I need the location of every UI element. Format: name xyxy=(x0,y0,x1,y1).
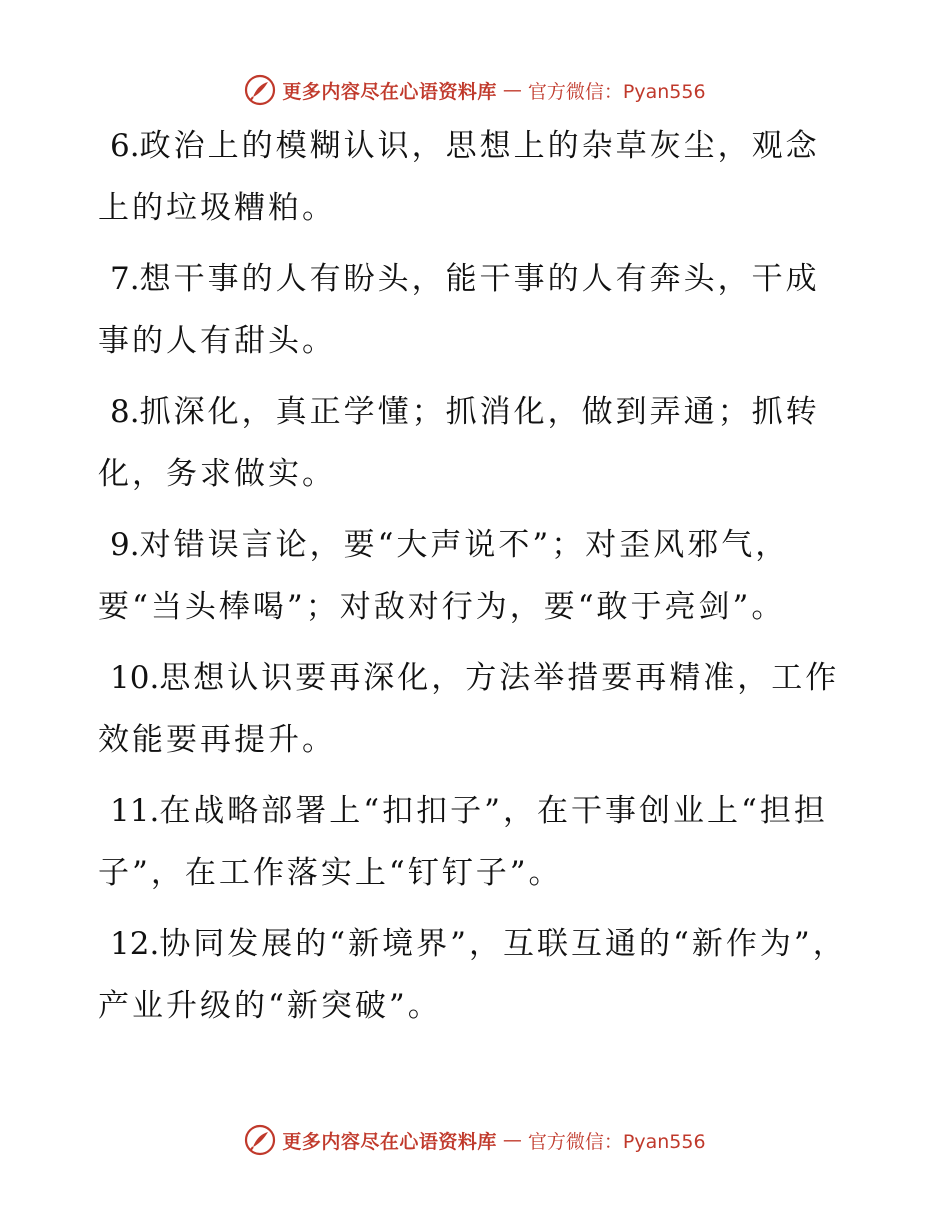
watermark-main-text: 更多内容尽在心语资料库 xyxy=(282,80,497,103)
item-text: 抓深化，真正学懂；抓消化，做到弄通；抓转化，务求做实。 xyxy=(98,394,820,492)
list-item xyxy=(98,115,848,239)
item-text: 政治上的模糊认识，思想上的杂草灰尘，观念上的垃圾糟粕。 xyxy=(98,128,820,226)
list-item xyxy=(98,647,848,771)
list-item xyxy=(98,913,848,1037)
item-number: 6. xyxy=(110,128,140,164)
page-footer xyxy=(0,1120,950,1160)
watermark-separator: — xyxy=(502,1129,522,1151)
footer-watermark xyxy=(244,1124,705,1156)
item-number: 10. xyxy=(110,660,160,696)
list-item xyxy=(98,780,848,904)
item-number: 12. xyxy=(110,926,160,962)
watermark-main-text: 更多内容尽在心语资料库 xyxy=(282,1130,497,1153)
item-text: 想干事的人有盼头，能干事的人有奔头，干成事的人有甜头。 xyxy=(98,261,820,359)
quill-logo-icon xyxy=(244,74,276,106)
item-text: 思想认识要再深化，方法举措要再精准，工作效能要再提升。 xyxy=(98,660,840,758)
list-item xyxy=(98,381,848,505)
item-text: 对错误言论，要“大声说不”；对歪风邪气，要“当头棒喝”；对敌对行为，要“敢于亮剑”。 xyxy=(98,527,790,625)
list-item xyxy=(98,248,848,372)
item-number: 7. xyxy=(110,261,140,297)
watermark-wechat-text: 官方微信：Pyan556 xyxy=(527,80,706,103)
item-text: 协同发展的“新境界”，互联互通的“新作为”，产业升级的“新突破”。 xyxy=(98,926,847,1024)
item-number: 11. xyxy=(110,793,160,829)
document-body xyxy=(98,115,848,1046)
list-item xyxy=(98,514,848,638)
watermark-wechat-text: 官方微信：Pyan556 xyxy=(527,1130,706,1153)
item-text: 在战略部署上“扣扣子”，在干事创业上“担担子”，在工作落实上“钉钉子”。 xyxy=(98,793,828,891)
watermark-separator: — xyxy=(502,79,522,101)
item-number: 8. xyxy=(110,394,140,430)
quill-logo-icon xyxy=(244,1124,276,1156)
page-header xyxy=(0,70,950,110)
header-watermark xyxy=(244,74,705,106)
item-number: 9. xyxy=(110,527,140,563)
